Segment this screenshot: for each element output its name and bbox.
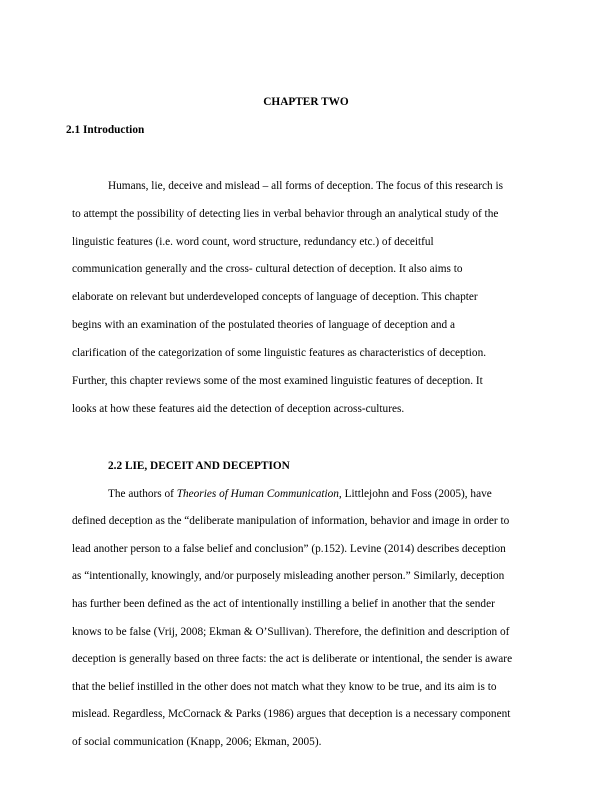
- paragraph-line: knows to be false (Vrij, 2008; Ekman & O’Sullivan). Therefore, the definition and description of: [72, 626, 510, 638]
- paragraph-line: linguistic features (i.e. word count, word structure, redundancy etc.) of deceitful: [72, 236, 434, 248]
- paragraph-line: of social communication (Knapp, 2006; Ekman, 2005).: [72, 736, 322, 748]
- paragraph-line: clarification of the categorization of some linguistic features as characteristics of deception.: [72, 347, 487, 359]
- paragraph-line: begins with an examination of the postulated theories of language of deception and a: [72, 319, 456, 331]
- section-heading-lie-deceit-deception: 2.2 LIE, DECEIT AND DECEPTION: [108, 460, 290, 472]
- text-span: The authors of: [108, 488, 177, 500]
- paragraph-line: [108, 488, 492, 500]
- paragraph-line: lead another person to a false belief and conclusion” (p.152). Levine (2014) describes deception: [72, 543, 506, 555]
- chapter-title: CHAPTER TWO: [263, 96, 349, 108]
- paragraph-line: that the belief instilled in the other does not match what they know to be true, and its aim is to: [72, 681, 497, 693]
- paragraph-line: deception is generally based on three facts: the act is deliberate or intentional, the sender is aware: [72, 653, 513, 665]
- paragraph-line: Further, this chapter reviews some of the most examined linguistic features of deception. It: [72, 375, 483, 387]
- book-title: Theories of Human Communication,: [176, 488, 342, 500]
- paragraph-line: communication generally and the cross- cultural detection of deception. It also aims to: [72, 263, 463, 275]
- paragraph-line: defined deception as the “deliberate manipulation of information, behavior and image in order to: [72, 515, 510, 527]
- paragraph-line: to attempt the possibility of detecting lies in verbal behavior through an analytical study of the: [72, 208, 499, 220]
- text-span: Littlejohn and Foss (2005), have: [341, 488, 492, 500]
- paragraph-line: looks at how these features aid the detection of deception across-cultures.: [72, 403, 405, 415]
- paragraph-line: mislead. Regardless, McCornack & Parks (1986) argues that deception is a necessary component: [72, 708, 511, 720]
- paragraph-line: as “intentionally, knowingly, and/or purposely misleading another person.” Similarly, deception: [72, 570, 505, 582]
- paragraph-line: Humans, lie, deceive and mislead – all forms of deception. The focus of this research is: [108, 180, 504, 192]
- paragraph-line: elaborate on relevant but underdeveloped concepts of language of deception. This chapter: [72, 291, 478, 303]
- paragraph-line: has further been defined as the act of intentionally instilling a belief in another that the sender: [72, 598, 495, 610]
- section-heading-introduction: 2.1 Introduction: [66, 124, 145, 136]
